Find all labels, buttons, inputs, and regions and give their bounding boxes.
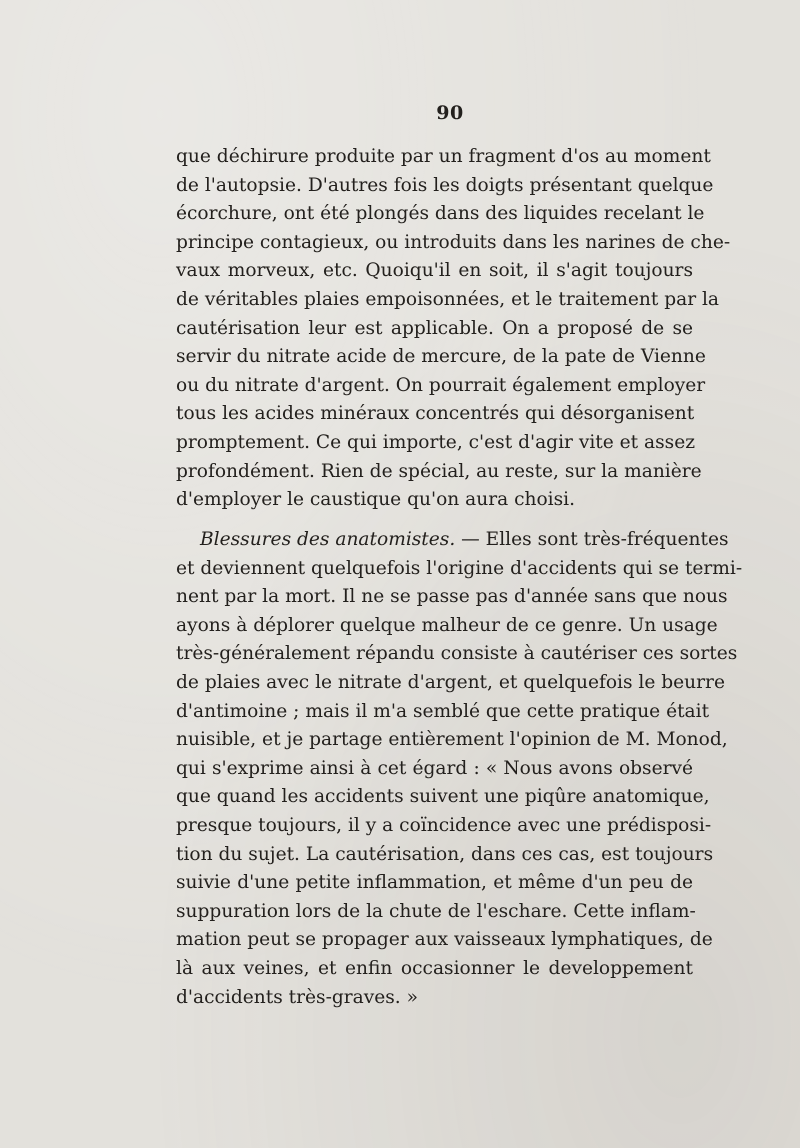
text-line: suivie d'une petite inflammation, et même d'un peu de [176,872,693,894]
text-line: de plaies avec le nitrate d'argent, et quelquefois le beurre [176,671,725,693]
text-line: que quand les accidents suivent une piqûre anatomique, [176,786,710,808]
text-line: là aux veines, et enfin occasionner le developpement [176,957,693,979]
text-line: tion du sujet. La cautérisation, dans ces cas, est toujours [176,843,714,865]
paragraph-first-line [176,526,729,555]
paragraph-1 [176,143,731,515]
text-line: qui s'exprime ainsi à cet égard : « Nous avons observé [176,757,693,779]
text-line: que déchirure produite par un fragment d'os au moment [176,146,711,167]
text-line: d'accidents très-graves. » [176,986,418,1008]
text-line: nuisible, et je partage entièrement l'opinion de M. Monod, [176,729,728,751]
text-line: écorchure, ont été plongés dans des liquides recelant le [176,203,705,225]
text-line: principe contagieux, ou introduits dans les narines de che- [176,231,731,253]
heading-continuation: — Elles sont très-fréquentes [455,529,729,550]
text-line: cautérisation leur est applicable. On a proposé de se [176,317,693,339]
text-line: mation peut se propager aux vaisseaux lymphatiques, de [176,929,713,951]
text-line: et deviennent quelquefois l'origine d'accidents qui se termi- [176,557,743,579]
text-line: tous les acides minéraux concentrés qui désorganisent [176,403,695,425]
text-line: profondément. Rien de spécial, au reste, sur la manière [176,460,702,482]
text-line: nent par la mort. Il ne se passe pas d'année sans que nous [176,586,728,608]
text-line: ou du nitrate d'argent. On pourrait également employer [176,374,706,396]
text-line: promptement. Ce qui importe, c'est d'agir vite et assez [176,431,696,453]
text-line: de véritables plaies empoisonnées, et le traitement par la [176,288,720,310]
text-line: vaux morveux, etc. Quoiqu'il en soit, il s'agit toujours [176,260,693,282]
section-heading: Blessures des anatomistes. [200,529,456,550]
text-line: ayons à déplorer quelque malheur de ce genre. Un usage [176,614,718,636]
text-line: d'antimoine ; mais il m'a semblé que cette pratique était [176,700,710,722]
text-line: suppuration lors de la chute de l'eschare. Cette inflam- [176,900,696,922]
text-line: de l'autopsie. D'autres fois les doigts présentant quelque [176,174,714,196]
text-line: presque toujours, il y a coïncidence avec une prédisposi- [176,814,712,836]
paragraph-2 [176,526,743,1012]
text-line: très-généralement répandu consiste à cautériser ces sortes [176,643,738,665]
text-line: servir du nitrate acide de mercure, de la pate de Vienne [176,346,706,368]
page-number: 90 [436,102,464,124]
text-line: d'employer le caustique qu'on aura choisi. [176,489,576,511]
